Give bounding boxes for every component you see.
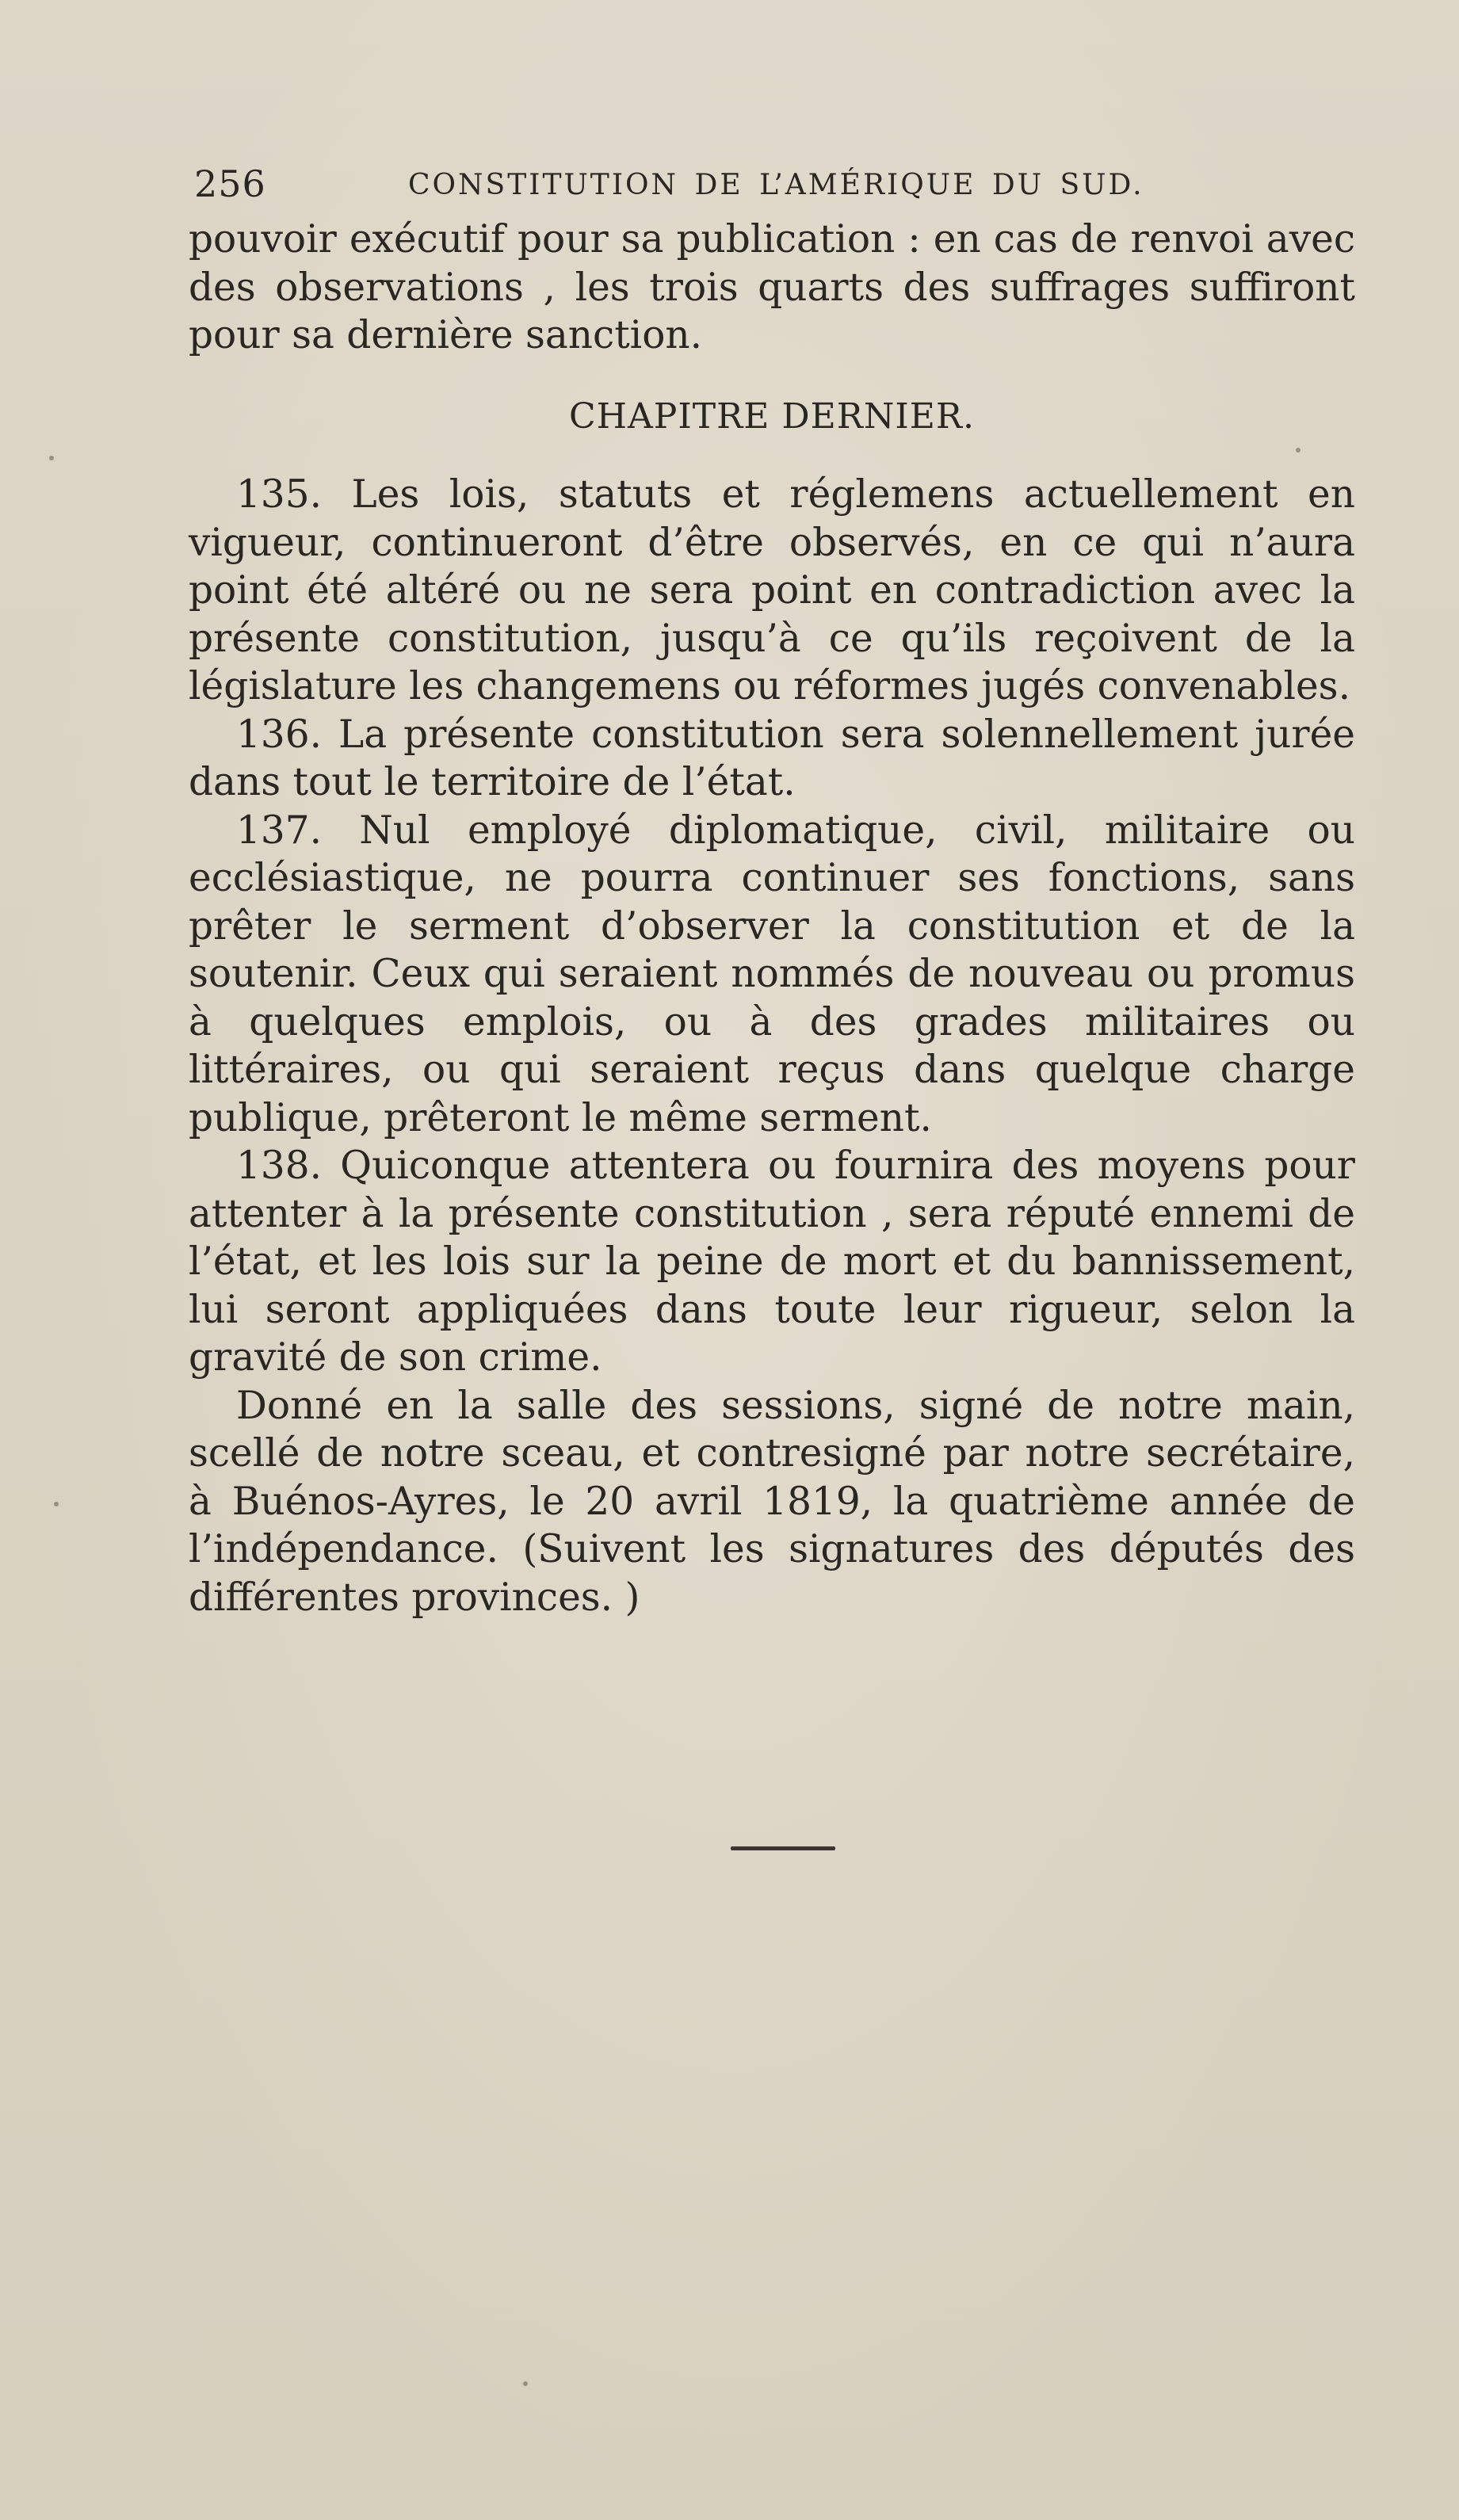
paper-speck [54,1502,59,1506]
chapter-title: CHAPITRE DERNIER. [568,395,976,437]
closing-paragraph: Donné en la salle des sessions, signé de notre main, scellé de notre sceau, et contresigné par notre secrétaire, à Buénos-Ayres, le 20 avril 1819, la quatrième année de l’indépendance. (Suivent les signatures des députés des différentes provinces. ) [189,1383,1355,1620]
article-137: 137. Nul employé diplomatique, civil, militaire ou ecclésiastique, ne pourra continuer ses fonctions, sans prêter le serment d’observer la constitution et de la soutenir. Ceux qui seraient nommés de nouveau ou promus à quelques emplois, ou à des grades militaires ou littéraires, ou qui seraient reçus dans quelque charge publique, prêteront le même serment. [189,808,1355,1140]
page-number: 256 [194,162,266,205]
page-header [190,162,1316,210]
paper-speck [1296,448,1300,452]
running-head: CONSTITUTION DE L’AMÉRIQUE DU SUD. [408,169,1144,201]
paper-speck [49,456,54,460]
article-135: 135. Les lois, statuts et réglemens actuellement en vigueur, continueront d’être observés, en ce qui n’aura point été altéré ou ne sera point en contradiction avec la présente constitution, jusqu’à ce qu’ils reçoivent de la législature les changemens ou réformes jugés convenables. [189,472,1355,708]
end-rule [731,1846,835,1850]
article-136: 136. La présente constitution sera solennellement jurée dans tout le territoire de l’état. [189,712,1355,804]
continuation-paragraph: pouvoir exécutif pour sa publication : en cas de renvoi avec des observations , les trois quarts des suffrages suffiront pour sa dernière sanction. [189,217,1355,357]
article-138: 138. Quiconque attentera ou fournira des moyens pour attenter à la présente constitution , sera réputé ennemi de l’état, et les lois sur la peine de mort et du bannissement, lui seront appliquées dans toute leur rigueur, selon la gravité de son crime. [189,1144,1355,1380]
body-text [189,216,1355,1621]
paper-speck [523,2381,528,2386]
